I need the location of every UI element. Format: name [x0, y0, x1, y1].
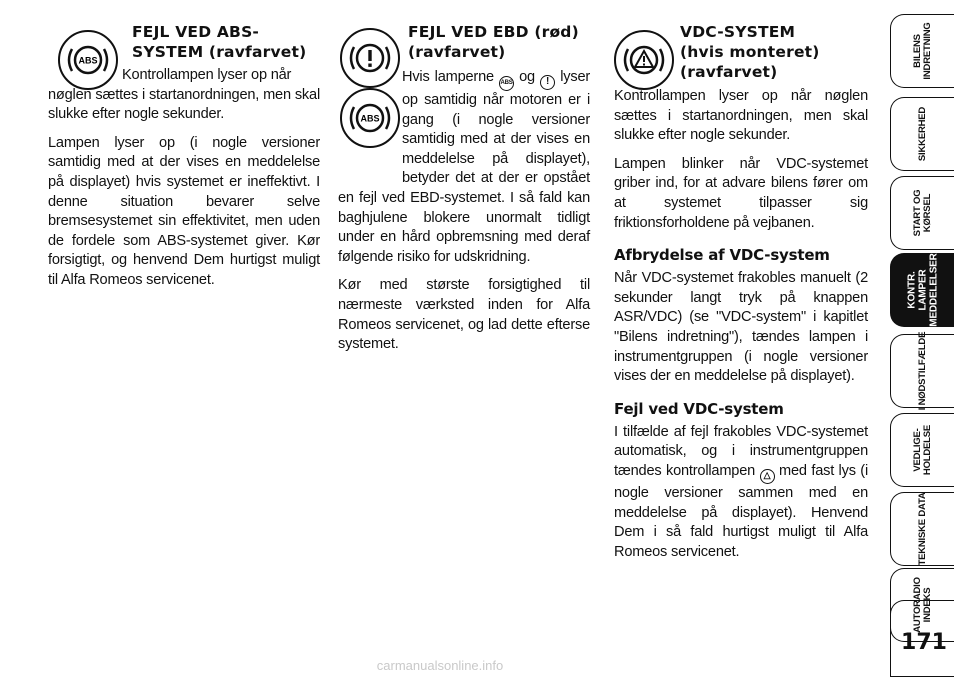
tab-kontrollamper[interactable]: KONTR. LAMPER MEDDELELSER: [890, 253, 954, 327]
abs-title-line2: SYSTEM (ravfarvet): [132, 43, 307, 61]
abs-title-line1: FEJL VED ABS-: [132, 23, 260, 41]
ebd-title-line1: FEJL VED EBD (rød): [408, 23, 579, 41]
abs-p2: Lampen lyser op (i nogle versioner samtidig med at der vises en meddelelse på displayet) hvis systemet er ineffektivt. I denne situation bevarer selve bremsesystemet sin effektivitet, men uden de fordele som ABS-systemet giver. Kør forsigtigt, og henvend Dem hurtigst muligt til Alfa Romeos servicenet.: [48, 134, 320, 288]
column-abs: [48, 22, 320, 300]
ebd-title-line2: (ravfarvet): [408, 43, 506, 61]
vdc-p2: Lampen blinker når VDC-systemet griber ind, for at advare bilens fører om at systemet tilpasser sig friktionsforholdene på vejbanen.: [614, 155, 868, 231]
abs-p1-rest: nøglen sættes i startanordningen, men skal slukke efter nogle sekunder.: [48, 86, 320, 123]
vdc-title-line3: (ravfarvet): [680, 63, 778, 81]
tab-bilens-indretning[interactable]: BILENS INDRETNING: [890, 14, 954, 88]
abs-icon-text: ABS: [78, 55, 98, 66]
vdc-p4-b: med fast lys (i nogle versioner sammen med en meddelelse på displayet). Henvend Dem i så fald hurtigst muligt til Alfa Romeos servicenet.: [614, 462, 868, 560]
tab-vedligeholdelse[interactable]: VEDLIGE- HOLDELSE: [890, 413, 954, 487]
column-ebd: [338, 22, 590, 364]
ebd-p1-b: lyser op samtidig når motoren er i gang (i nogle versioner samtidig med at der vises en meddelelse på displayet), betyder det at der er opstået en fejl ved EBD-systemet. I så fald kan baghjulene blokere unormalt tidligt under en hård opbremsning med deraf følgende risiko for udskridning.: [338, 69, 591, 265]
ebd-p2: Kør med største forsigtighed til nærmeste værksted inden for Alfa Romeos servicenet, og lad dette efterse systemet.: [338, 277, 590, 353]
vdc-title-line2: (hvis monteret): [680, 43, 820, 61]
abs-icon2-text: ABS: [360, 113, 380, 124]
ebd-p1-a: Hvis lamperne: [402, 69, 494, 85]
vdc-title-line1: VDC-SYSTEM: [680, 23, 796, 41]
vdc-inline-icon: △: [760, 469, 775, 484]
vdc-fault-heading: Fejl ved VDC-system: [614, 399, 784, 418]
tab-tekniske-data[interactable]: TEKNISKE DATA: [890, 492, 954, 566]
vdc-p4-a: I tilfælde af fejl frakobles VDC-systemet automatisk, og i instrumentgruppen tændes kontrollampen: [614, 423, 868, 479]
tab-start-og-korsel[interactable]: START OG KØRSEL: [890, 176, 954, 250]
tab-i-nodstilfaelde[interactable]: I NØDSTILFÆLDE: [890, 334, 954, 408]
abs-section-title: [132, 22, 320, 62]
ebd-p1-og: og: [519, 69, 535, 85]
ebd-section-title: [408, 22, 590, 62]
watermark: carmanualsonline.info: [376, 658, 504, 673]
tab-sikkerhed[interactable]: SIKKERHED: [890, 97, 954, 171]
vdc-p1: Kontrollampen lyser op når nøglen sættes i startanordningen, men skal slukke efter nogle sekunder.: [614, 88, 868, 144]
page-number: 171: [901, 630, 947, 655]
vdc-disable-heading: Afbrydelse af VDC-system: [614, 246, 830, 265]
column-vdc: [614, 22, 868, 571]
abs-inline-icon: ABS: [499, 76, 514, 91]
abs-p1-first: Kontrollampen lyser op når: [122, 67, 292, 83]
vdc-p3: Når VDC-systemet frakobles manuelt (2 sekunder langt tryk på knappen ASR/VDC) (se "VDC-system" i kapitlet "Bilens indretning"), tændes lampen i instrumentgruppen (i nogle versioner vises der en meddelelse på displayet).: [614, 270, 868, 385]
vdc-section-title: [680, 22, 868, 82]
tab-autoradio-indeks[interactable]: AUTORADIO INDEKS: [890, 568, 954, 642]
brake-inline-icon: !: [540, 75, 555, 90]
chapter-tabs: [884, 0, 960, 677]
